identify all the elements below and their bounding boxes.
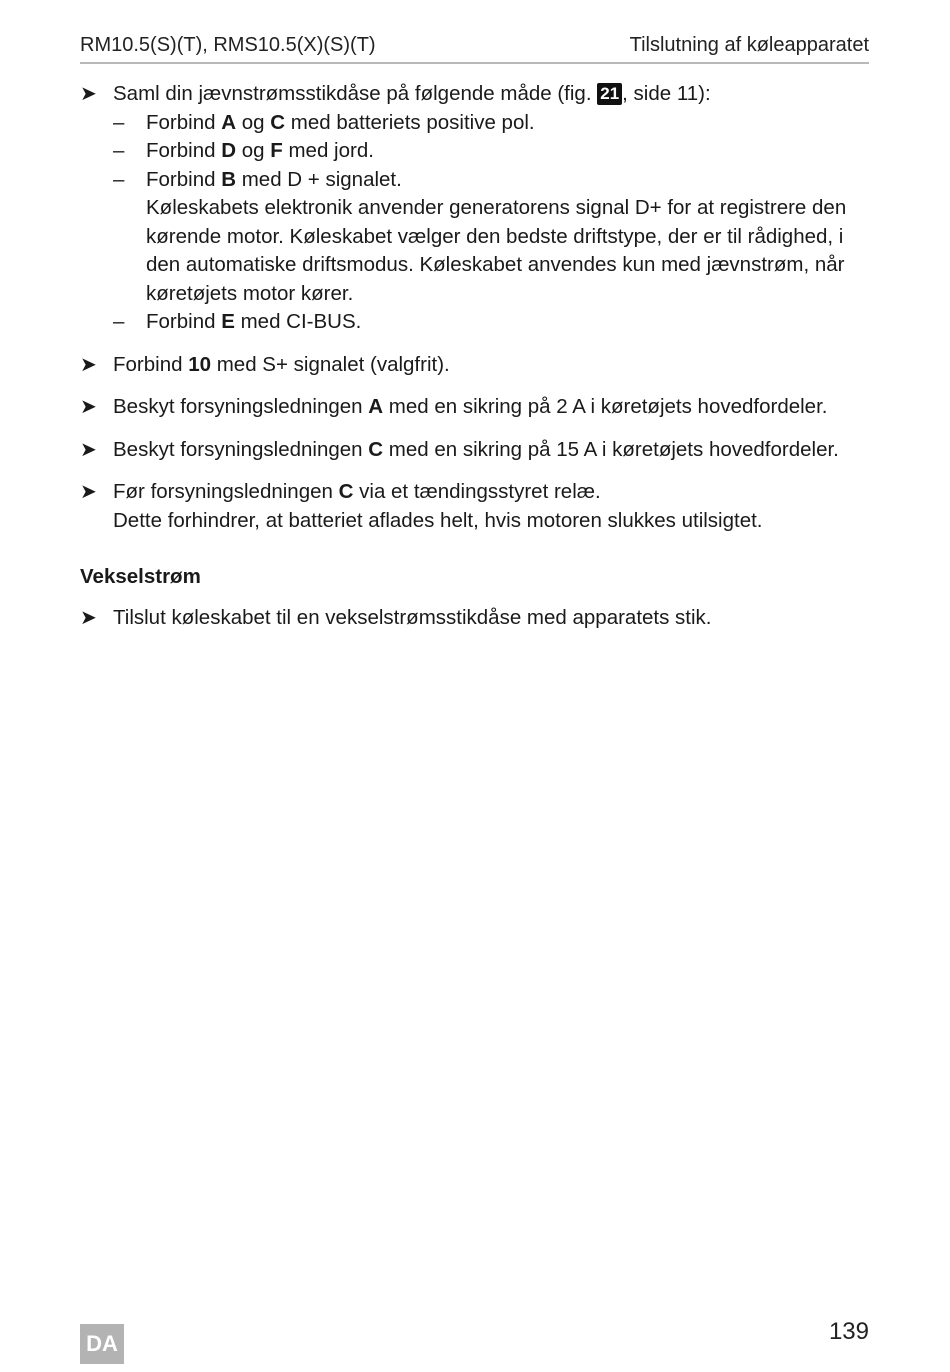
terminal-label: E — [221, 310, 235, 333]
dash-marker: – — [113, 167, 125, 191]
sub-text: med batteriets positive pol. — [285, 110, 535, 134]
terminal-label: F — [270, 139, 283, 162]
step-text: med en sikring på 15 A i køretøjets hovedfordeler. — [383, 437, 839, 461]
step-text: via et tændingsstyret relæ. — [353, 480, 601, 503]
step-text: med en sikring på 2 A i køretøjets hovedfordeler. — [383, 395, 828, 418]
sub-text: Forbind — [146, 139, 222, 162]
terminal-label: C — [368, 437, 384, 461]
sub-text: med D + signalet. — [236, 167, 402, 191]
terminal-label: 10 — [188, 352, 212, 376]
sub-text: Forbind — [146, 167, 222, 191]
sub-text: og — [236, 110, 271, 134]
figure-reference-badge: 21 — [597, 83, 622, 105]
step-text: med S+ signalet (valgfrit). — [211, 352, 450, 376]
arrow-icon: ➤ — [80, 396, 97, 418]
arrow-icon: ➤ — [80, 606, 97, 629]
step-text: Beskyt forsyningsledningen — [113, 437, 369, 461]
step-text: Tilslut køleskabet til en vekselstrømsstikdåse med apparatets stik. — [113, 605, 712, 629]
language-badge: DA — [80, 1324, 124, 1364]
step-protect-a — [80, 393, 880, 422]
terminal-label: C — [270, 110, 286, 134]
arrow-icon: ➤ — [80, 438, 97, 461]
step-text: Før forsyningsledningen — [113, 480, 339, 503]
section-heading: Vekselstrøm — [80, 565, 201, 588]
terminal-label: B — [221, 167, 237, 191]
step-assemble-socket — [80, 80, 880, 337]
dash-marker: – — [113, 310, 125, 333]
dash-marker: – — [113, 110, 125, 134]
step-text: Beskyt forsyningsledningen — [113, 395, 369, 418]
page-header — [80, 32, 869, 64]
step-relay — [80, 478, 880, 535]
sub-text: med CI-BUS. — [234, 310, 362, 333]
sub-step — [113, 137, 880, 166]
step-note: Dette forhindrer, at batteriet aflades helt, hvis motoren slukkes utilsigtet. — [113, 508, 763, 532]
page-number: 139 — [828, 1318, 869, 1345]
terminal-label: D — [221, 139, 237, 162]
sub-text: med jord. — [282, 139, 374, 162]
sub-text: Forbind — [146, 110, 222, 134]
sub-text: Forbind — [146, 310, 222, 333]
arrow-icon: ➤ — [80, 83, 97, 105]
header-model: RM10.5(S)(T), RMS10.5(X)(S)(T) — [80, 34, 376, 56]
step-text: Saml din jævnstrømsstikdåse på følgende måde (fig. — [113, 82, 592, 105]
sub-step — [113, 166, 880, 309]
dash-marker: – — [113, 139, 125, 162]
sub-step — [113, 109, 880, 138]
arrow-icon: ➤ — [80, 481, 97, 503]
step-text: Forbind — [113, 352, 189, 376]
step-connect-10 — [80, 351, 880, 380]
arrow-icon: ➤ — [80, 353, 97, 376]
terminal-label: A — [221, 110, 237, 134]
step-protect-c — [80, 436, 880, 465]
step-ac-connect — [80, 604, 880, 633]
terminal-label: C — [338, 480, 354, 503]
step-text: , side 11): — [622, 82, 711, 105]
sub-text: og — [236, 139, 271, 162]
terminal-label: A — [368, 395, 384, 418]
document-body — [80, 80, 880, 646]
sub-step — [113, 308, 880, 337]
sub-step-note: Køleskabets elektronik anvender generatorens signal D+ for at registrere den kørende motor. Køleskabet vælger den bedste driftstype, der er til rådighed, i den automatiske driftsmodus. Køleskabet anvendes kun med jævnstrøm, når køretøjets motor kører. — [146, 196, 847, 305]
header-chapter: Tilslutning af køleapparatet — [629, 34, 869, 56]
